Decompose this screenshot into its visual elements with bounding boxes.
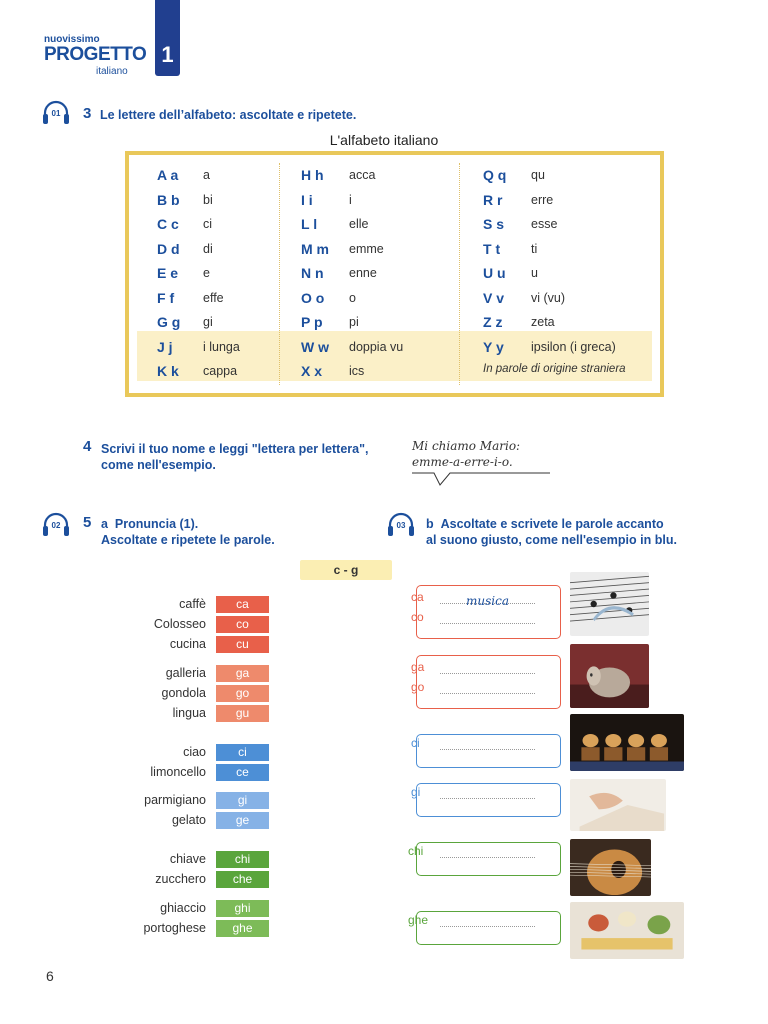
example-line: Mi chiamo Mario:: [412, 439, 521, 453]
syllable-pill: che: [216, 871, 269, 888]
letter: E e: [157, 265, 179, 281]
letter-name: i lunga: [203, 339, 240, 354]
alphabet-row: [483, 192, 653, 217]
track-number: 03: [396, 521, 406, 530]
sound-label: ca: [411, 590, 424, 604]
letter-name: i: [349, 192, 352, 207]
alphabet-row: [483, 339, 653, 364]
letter: V v: [483, 289, 505, 306]
letter-name: gi: [203, 315, 213, 329]
writing-line[interactable]: [440, 693, 535, 694]
syllable-pill: ci: [216, 744, 269, 761]
audio-track-03[interactable]: [386, 512, 416, 538]
letter-name: emme: [349, 241, 384, 256]
sheet-music-photo: [570, 572, 649, 636]
cat-on-sofa-photo: [570, 644, 649, 708]
example-word: portoghese: [143, 921, 206, 935]
letter-name: erre: [531, 192, 554, 207]
alphabet-row: [483, 314, 653, 339]
example-word: lingua: [172, 706, 206, 720]
example-word: Colosseo: [153, 617, 206, 631]
instruction-line: come nell'esempio.: [101, 458, 216, 472]
alphabet-title: L'alfabeto italiano: [329, 132, 439, 148]
letter-name: e: [203, 266, 210, 280]
sound-label: co: [411, 610, 424, 624]
writing-line[interactable]: [440, 798, 535, 799]
example-word: parmigiano: [144, 793, 206, 807]
guitar-photo: [570, 839, 651, 896]
alphabet-column: [301, 167, 451, 388]
letter-name: cappa: [203, 364, 238, 378]
sound-label: ci: [411, 736, 420, 750]
brand-subtitle: italiano: [96, 66, 128, 77]
letter: I i: [301, 191, 313, 208]
syllable-pill: gu: [216, 705, 269, 722]
syllable-pill: go: [216, 685, 269, 702]
syllable-pill: chi: [216, 851, 269, 868]
letter-name: di: [203, 241, 213, 256]
syllable-pill: cu: [216, 636, 269, 653]
letter: S s: [483, 216, 505, 232]
alphabet-row: [301, 167, 451, 192]
answer-box[interactable]: [416, 783, 561, 817]
example-word: limoncello: [150, 765, 206, 779]
part-title: Ascoltate e scrivete le parole accanto: [440, 517, 664, 531]
letter-name: a: [203, 168, 210, 182]
letter-name: pi: [349, 315, 359, 329]
letter: Q q: [483, 167, 507, 183]
letter-name: u: [531, 266, 538, 280]
writing-line[interactable]: [440, 926, 535, 927]
letter-name: vi (vu): [531, 290, 566, 305]
writing-line[interactable]: [440, 857, 535, 858]
instruction-line: Scrivi il tuo nome e leggi "lettera per lettera",: [101, 442, 369, 456]
example-word: caffè: [179, 597, 206, 611]
letter: Z z: [483, 314, 503, 330]
letter: T t: [483, 240, 501, 257]
syllable-pill: co: [216, 616, 269, 633]
sound-label: gi: [411, 785, 421, 799]
sound-label: go: [411, 680, 425, 694]
letter: R r: [483, 191, 503, 208]
letter-name: effe: [203, 290, 224, 305]
writing-line[interactable]: [440, 673, 535, 674]
alphabet-row: [483, 241, 653, 266]
alphabet-row: [301, 241, 451, 266]
example-word: ciao: [183, 745, 206, 759]
page-number: 6: [46, 968, 54, 984]
example-word: galleria: [165, 666, 206, 680]
alphabet-column: [483, 167, 653, 363]
answer-box[interactable]: [416, 655, 561, 709]
part-letter: b: [426, 517, 434, 531]
pasta-ingredients-photo: [570, 902, 684, 959]
letter: Y y: [483, 338, 504, 355]
letter: D d: [157, 240, 180, 257]
alphabet-row: [157, 192, 277, 217]
example-word: chiave: [169, 852, 206, 866]
speech-bubble: [412, 438, 547, 491]
example-word: cucina: [169, 637, 206, 651]
letter: K k: [157, 363, 179, 379]
letter-name: acca: [349, 168, 376, 182]
alphabet-row: [301, 192, 451, 217]
hand-with-book-photo: [570, 779, 666, 831]
sound-tag: c - g: [300, 560, 392, 580]
letter-name: bi: [203, 192, 213, 207]
alphabet-row: [157, 363, 277, 388]
alphabet-row: [301, 290, 451, 315]
letter-name: esse: [531, 217, 558, 231]
cinema-audience-photo: [570, 714, 684, 771]
alphabet-row: [483, 265, 653, 290]
letter: H h: [301, 167, 324, 183]
letter: O o: [301, 289, 325, 306]
alphabet-row: [301, 216, 451, 241]
alphabet-row: [157, 216, 277, 241]
syllable-pill: ca: [216, 596, 269, 613]
answer-box[interactable]: [416, 911, 561, 945]
letter-name: ti: [531, 241, 538, 256]
letter-name: doppia vu: [349, 339, 404, 354]
letter-name: ics: [349, 364, 365, 378]
alphabet-row: [483, 167, 653, 192]
syllable-pill: ge: [216, 812, 269, 829]
exercise-instruction: [101, 516, 275, 548]
audio-track-01[interactable]: [41, 100, 71, 126]
track-number: 02: [51, 521, 61, 530]
letter: C c: [157, 216, 179, 232]
answer-box[interactable]: [416, 734, 561, 768]
alphabet-row: [157, 314, 277, 339]
example-word: gelato: [171, 813, 206, 827]
unit-tab: 1: [155, 0, 180, 76]
letter-name: elle: [349, 217, 369, 231]
alphabet-row: [157, 339, 277, 364]
example-word: ghiaccio: [160, 901, 206, 915]
sound-label: ghe: [408, 913, 429, 927]
alphabet-row: [301, 339, 451, 364]
letter-name: ci: [203, 217, 213, 231]
alphabet-row: [157, 265, 277, 290]
letter-name: ipsilon (i greca): [531, 339, 616, 354]
letter-name: enne: [349, 266, 377, 280]
sound-label: chi: [408, 844, 424, 858]
syllable-pill: gi: [216, 792, 269, 809]
alphabet-table: [125, 151, 664, 397]
answer-box[interactable]: [416, 842, 561, 876]
alphabet-row: [301, 265, 451, 290]
letter: L l: [301, 216, 318, 232]
example-answer: musica: [466, 594, 509, 608]
bubble-tail: [412, 471, 552, 491]
example-word: zucchero: [155, 872, 206, 886]
letter: B b: [157, 191, 180, 208]
alphabet-row: [301, 363, 451, 388]
syllable-pill: ghe: [216, 920, 269, 937]
column-divider: [459, 163, 460, 385]
part-letter: a: [101, 517, 108, 531]
brand-small: nuovissimo: [44, 34, 100, 45]
part-title: Pronuncia (1).: [114, 517, 199, 531]
alphabet-row: [483, 290, 653, 315]
letter: F f: [157, 289, 175, 306]
example-word: gondola: [161, 686, 206, 700]
exercise-number: 3: [83, 105, 92, 122]
column-divider: [279, 163, 280, 385]
brand-title: PROGETTO: [44, 44, 147, 65]
alphabet-row: [157, 167, 277, 192]
exercise-number: 5: [83, 514, 92, 531]
alphabet-row: [157, 241, 277, 266]
example-line: emme-a-erre-i-o.: [412, 455, 513, 469]
letter-name: zeta: [531, 315, 555, 329]
sound-label: ga: [411, 660, 425, 674]
syllable-pill: ga: [216, 665, 269, 682]
alphabet-column: [157, 167, 277, 388]
letter: W w: [301, 338, 329, 355]
part-subtitle: al suono giusto, come nell'esempio in blu.: [426, 533, 677, 547]
exercise-number: 4: [83, 438, 92, 455]
writing-line[interactable]: [440, 623, 535, 624]
exercise-instruction: Le lettere dell’alfabeto: ascoltate e ripetete.: [100, 108, 357, 122]
alphabet-row: [157, 290, 277, 315]
letter-name: qu: [531, 168, 545, 182]
letter-name: o: [349, 290, 356, 305]
letter: A a: [157, 167, 179, 183]
part-subtitle: Ascoltate e ripetete le parole.: [101, 533, 275, 547]
alphabet-row: [301, 314, 451, 339]
exercise-instruction: [426, 516, 677, 548]
letter: M m: [301, 240, 329, 257]
letter: N n: [301, 265, 324, 281]
audio-track-02[interactable]: [41, 512, 71, 538]
foreign-origin-note: In parole di origine straniera: [483, 363, 626, 375]
letter: G g: [157, 314, 181, 330]
writing-line[interactable]: [440, 749, 535, 750]
letter: X x: [301, 363, 323, 379]
letter: U u: [483, 265, 506, 281]
letter: P p: [301, 314, 323, 330]
exercise-instruction: [101, 441, 369, 473]
alphabet-row: [483, 216, 653, 241]
syllable-pill: ghi: [216, 900, 269, 917]
letter: J j: [157, 338, 173, 355]
track-number: 01: [51, 109, 61, 118]
syllable-pill: ce: [216, 764, 269, 781]
